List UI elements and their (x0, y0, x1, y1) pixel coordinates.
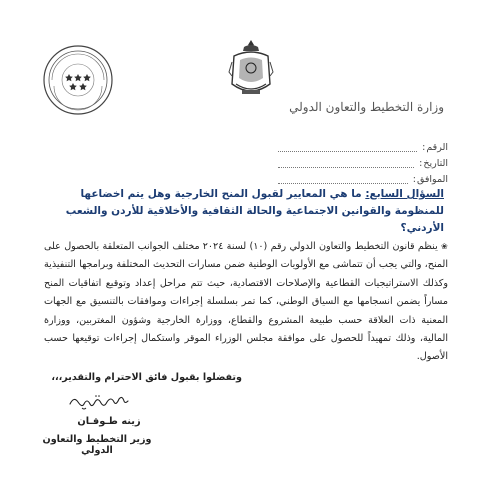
ref-date-line (278, 159, 414, 168)
ref-number-label: الرقم (426, 141, 448, 153)
ministry-name: وزارة التخطيط والتعاون الدولي (289, 100, 444, 114)
ref-number-line (278, 143, 417, 152)
signer-title: وزير التخطيط والتعاون الدولي (42, 434, 152, 456)
ref-corresponding-line (278, 175, 408, 184)
handwritten-signature (66, 390, 136, 414)
signer-name: زينه طـوقـان (77, 416, 141, 427)
coat-of-arms-icon (228, 38, 274, 100)
answer-paragraph (44, 238, 448, 367)
bullet-icon: ❀ (441, 242, 448, 251)
ref-number-field: الرقم : (278, 140, 448, 154)
ref-corresponding-label: الموافق (416, 173, 448, 185)
question-text: ما هي المعايير لقبول المنح الخارجية وهل يتم اخضاعها للمنظومة والقوانين الاجتماعية والحالة الثقافية والأخلاقية للأردن والشعب الأردني؟ (65, 188, 444, 234)
ref-date-field: التاريخ : (278, 156, 448, 170)
answer-text: ينظم قانون التخطيط والتعاون الدولي رقم (١٠) لسنة ٢٠٢٤ مختلف الجوانب المتعلقة بالحصول على المنح، والتي يجب أن تتماشى مع الأولويات الوطنية ضمن مسارات التحديث المختلفة وبرامجها التنفيذية وكذلك الاستراتيجيات القطاعية والإصلاحات الاقتصادية، حيث تتم مراحل إعداد وتوقيع اتفاقيات المنح مساراً يضمن انسجامها مع السياق الوطني، كما تمر بسلسلة إجراءات وموافقات بالتنسيق مع الجهات المعنية ذات العلاقة حسب طبيعة المشروع والقطاع، ووزارة الخارجية وشؤون المغتربين، ووزارة المالية، وذلك تمهيداً للحصول على موافقة مجلس الوزراء الموقر واستكمال إجراءات توقيعها حسب الأصول. (44, 241, 448, 363)
closing-line: وتفضلوا بقبول فائق الاحترام والتقدير،،، (51, 372, 242, 383)
seal-icon (42, 44, 114, 116)
ref-date-label: التاريخ (423, 157, 448, 169)
ref-corresponding-field: الموافق : (278, 172, 448, 186)
question-heading (44, 186, 444, 237)
question-prefix: السؤال السابع: (365, 188, 444, 200)
reference-fields (278, 140, 448, 188)
